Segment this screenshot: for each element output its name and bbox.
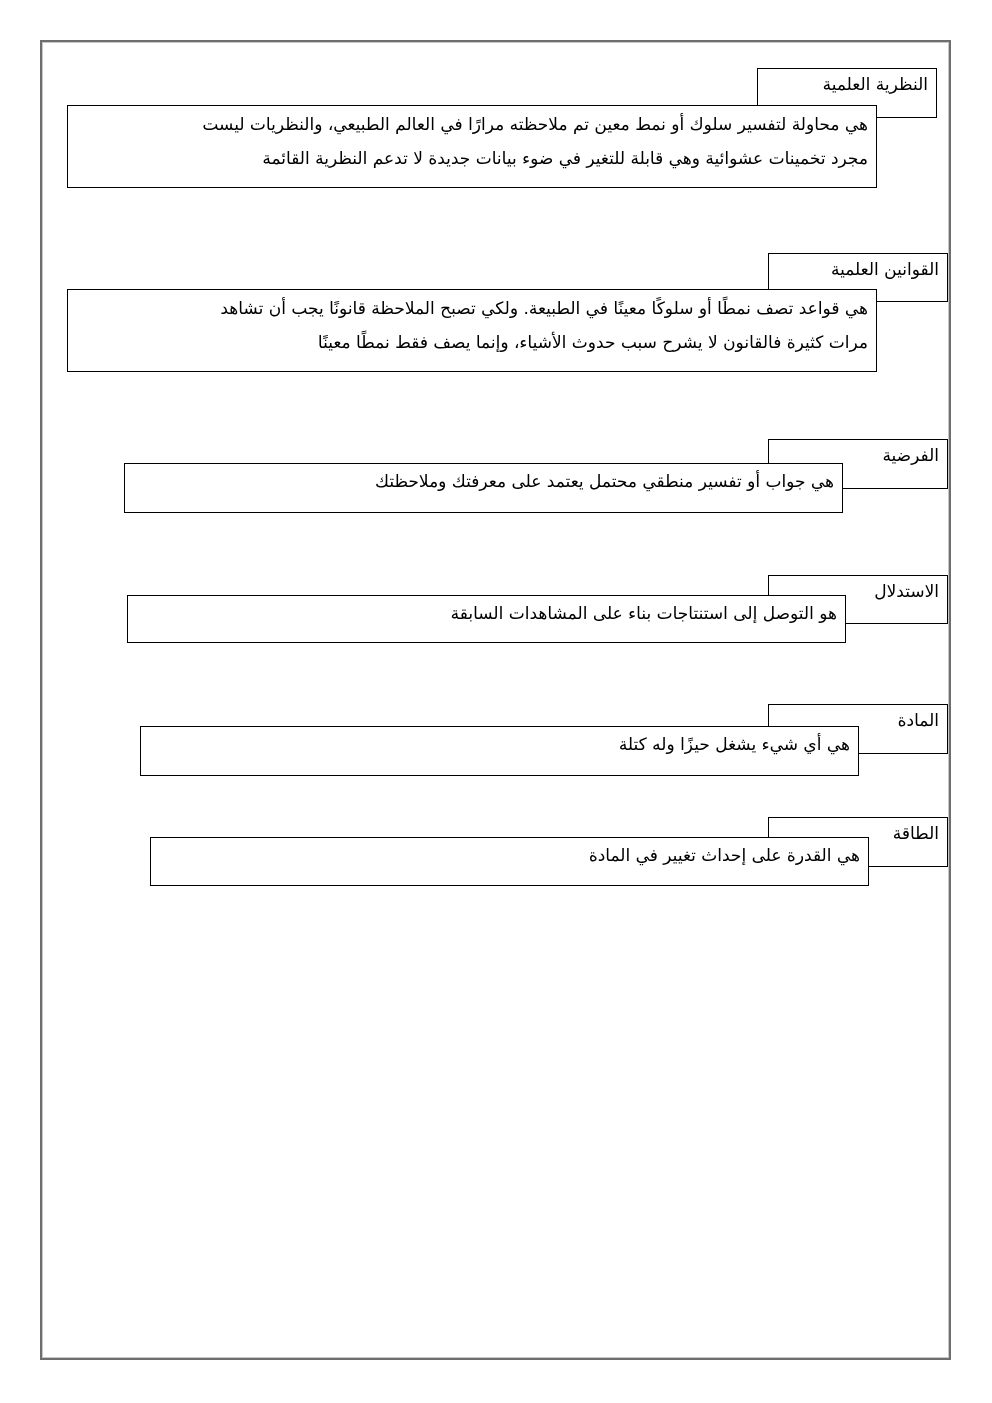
definition-box-inference xyxy=(127,595,846,643)
definition-line: هي محاولة لتفسير سلوك أو نمط معين تم ملاحظته مرارًا في العالم الطبيعي، والنظريات ليست xyxy=(202,115,868,135)
definition-line: هو التوصل إلى استنتاجات بناء على المشاهدات السابقة xyxy=(450,604,837,624)
definition-box-hypothesis xyxy=(124,463,843,513)
definition-box-energy xyxy=(150,837,869,886)
term-text: المادة xyxy=(897,711,939,731)
definition-box-scientific-theory xyxy=(67,105,877,188)
definition-line: هي قواعد تصف نمطًا أو سلوكًا معينًا في الطبيعة. ولكي تصبح الملاحظة قانونًا يجب أن تشاهد xyxy=(220,299,868,319)
definition-line: هي جواب أو تفسير منطقي محتمل يعتمد على معرفتك وملاحظتك xyxy=(375,472,834,492)
definition-line: هي أي شيء يشغل حيزًا وله كتلة xyxy=(618,735,850,755)
definition-box-scientific-laws xyxy=(67,289,877,372)
definition-line: مجرد تخمينات عشوائية وهي قابلة للتغير في ضوء بيانات جديدة لا تدعم النظرية القائمة xyxy=(262,149,868,169)
definition-line: مرات كثيرة فالقانون لا يشرح سبب حدوث الأشياء، وإنما يصف فقط نمطًا معينًا xyxy=(317,333,868,353)
term-text: الطاقة xyxy=(892,824,939,844)
definition-box-matter xyxy=(140,726,859,776)
page-border xyxy=(40,40,951,1360)
term-text: الاستدلال xyxy=(874,582,939,602)
term-text: النظرية العلمية xyxy=(822,75,928,95)
term-text: القوانين العلمية xyxy=(830,260,939,280)
definition-line: هي القدرة على إحداث تغيير في المادة xyxy=(588,846,860,866)
term-text: الفرضية xyxy=(882,446,939,466)
